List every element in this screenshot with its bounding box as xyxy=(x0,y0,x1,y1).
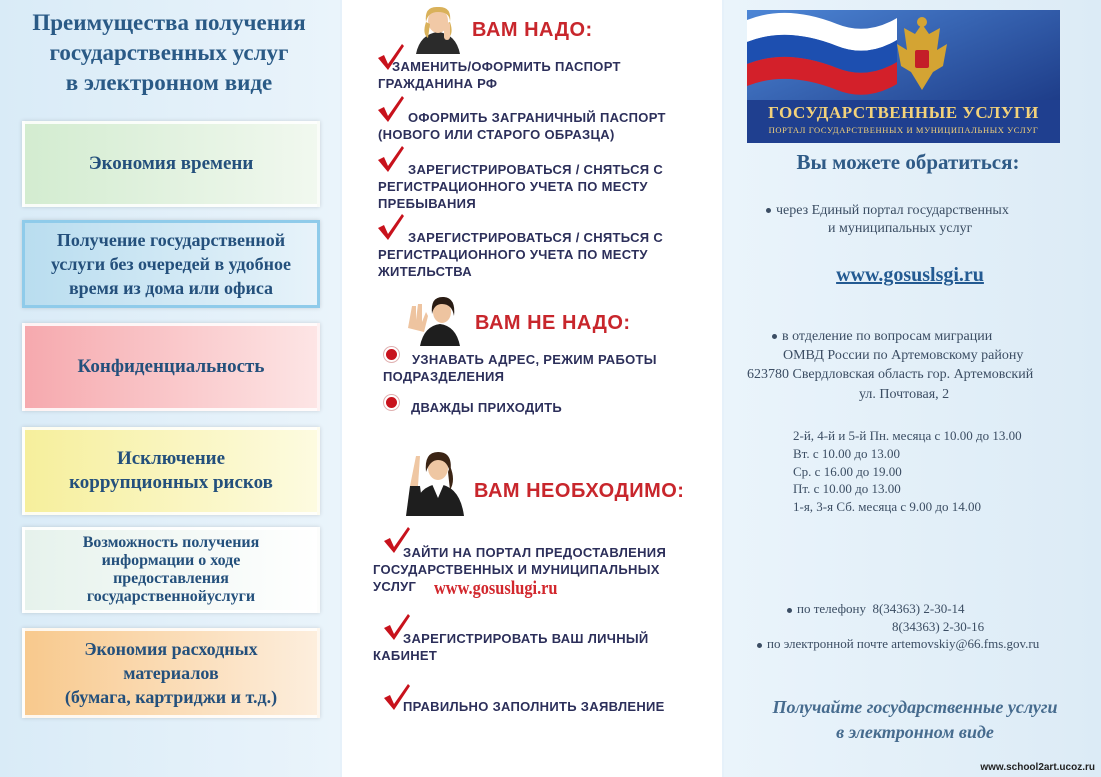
need-heading: ВАМ НАДО: xyxy=(472,19,593,41)
site-watermark: www.school2art.ucoz.ru xyxy=(980,762,1095,773)
benefits-title: Преимущества получения государственных услуг в электронном виде xyxy=(32,10,306,95)
not-need-item-twice: ДВАЖДЫ ПРИХОДИТЬ xyxy=(411,400,563,415)
necessary-item-portal: ЗАЙТИ НА ПОРТАЛ ПРЕДОСТАВЛЕНИЯ ГОСУДАРСТВЕННЫХ И МУНИЦИПАЛЬНЫХ УСЛУГ xyxy=(373,545,667,594)
benefit-card-time: Экономия времени xyxy=(22,121,320,207)
bullet-icon xyxy=(787,608,792,613)
necessary-heading: ВАМ НЕОБХОДИМО: xyxy=(474,480,685,502)
necessary-item-register: ЗАРЕГИСТРИРОВАТЬ ВАШ ЛИЧНЫЙ КАБИНЕТ xyxy=(373,631,649,663)
benefit-card-privacy: Конфиденциальность xyxy=(22,323,320,411)
banner-subtitle: ПОРТАЛ ГОСУДАРСТВЕННЫХ И МУНИЦИПАЛЬНЫХ УСЛУГ xyxy=(768,125,1039,135)
woman-stop-gesture-illustration xyxy=(404,292,462,346)
not-need-heading: ВАМ НЕ НАДО: xyxy=(475,312,631,334)
bullet-icon xyxy=(772,334,777,339)
gosuslugi-link[interactable]: www.gosuslugi.ru xyxy=(434,578,558,599)
benefit-card-corruption: Исключение коррупционных рисков xyxy=(22,427,320,515)
bullet-dot-icon xyxy=(384,395,399,410)
portal-url-link[interactable]: www.gosuslsgi.ru xyxy=(836,264,984,286)
email-contact: по электронной почте artemovskiy@66.fms.gov.ru xyxy=(757,635,1039,653)
need-item-temp-registration: ЗАРЕГИСТРИРОВАТЬСЯ / СНЯТЬСЯ С РЕГИСТРАЦИОННОГО УЧЕТА ПО МЕСТУ ПРЕБЫВАНИЯ xyxy=(378,162,664,211)
bullet-icon xyxy=(757,643,762,648)
office-address: в отделение по вопросам миграции ОМВД России по Артемовскому району 623780 Свердловская область гор. Артемовский ул. Почтовая, 2 xyxy=(747,329,1034,402)
bullet-icon xyxy=(766,208,771,213)
not-need-item-address: УЗНАВАТЬ АДРЕС, РЕЖИМ РАБОТЫ ПОДРАЗДЕЛЕНИЯ xyxy=(383,352,657,384)
benefit-card-no-queue: Получение государственной услуги без очередей в удобное время из дома или офиса xyxy=(22,220,320,308)
russian-flag-emblem-graphic xyxy=(747,10,1060,143)
phone-contacts: по телефону 8(34363) 2-30-14 8(34363) 2-30-16 xyxy=(787,600,984,636)
woman-pointing-illustration xyxy=(402,446,466,516)
woman-thinking-illustration xyxy=(410,4,466,54)
need-item-passport: ЗАМЕНИТЬ/ОФОРМИТЬ ПАСПОРТ ГРАЖДАНИНА РФ xyxy=(378,59,621,91)
phone-number[interactable]: 8(34363) 2-30-14 xyxy=(872,601,965,616)
email-link[interactable]: artemovskiy@66.fms.gov.ru xyxy=(891,636,1040,651)
need-item-residence-registration: ЗАРЕГИСТРИРОВАТЬСЯ / СНЯТЬСЯ С РЕГИСТРАЦИОННОГО УЧЕТА ПО МЕСТУ ЖИТЕЛЬСТВА xyxy=(378,230,664,279)
contact-title: Вы можете обратиться: xyxy=(796,150,1020,174)
necessary-item-application: ПРАВИЛЬНО ЗАПОЛНИТЬ ЗАЯВЛЕНИЕ xyxy=(403,699,665,714)
banner-title: ГОСУДАРСТВЕННЫЕ УСЛУГИ xyxy=(768,103,1039,122)
benefit-card-materials: Экономия расходных материалов (бумага, картриджи и т.д.) xyxy=(22,628,320,718)
gosuslugi-banner xyxy=(747,10,1060,143)
office-hours: 2-й, 4-й и 5-й Пн. месяца с 10.00 до 13.00 Вт. с 10.00 до 13.00 Ср. с 16.00 до 19.00 Пт. с 10.00 до 13.00 1-я, 3-я Сб. месяца с 9.00 до 14.00 xyxy=(793,428,1022,515)
need-item-foreign-passport: ОФОРМИТЬ ЗАГРАНИЧНЫЙ ПАСПОРТ (НОВОГО ИЛИ СТАРОГО ОБРАЗЦА) xyxy=(378,110,666,142)
portal-text: через Единый портал государственных и муниципальных услуг xyxy=(766,202,1009,238)
phone-number[interactable]: 8(34363) 2-30-16 xyxy=(892,619,985,634)
footer-slogan: Получайте государственные услуги в электронном виде xyxy=(772,697,1058,742)
benefit-card-status-info: Возможность получения информации о ходе предоставления государственнойуслуги xyxy=(22,527,320,613)
